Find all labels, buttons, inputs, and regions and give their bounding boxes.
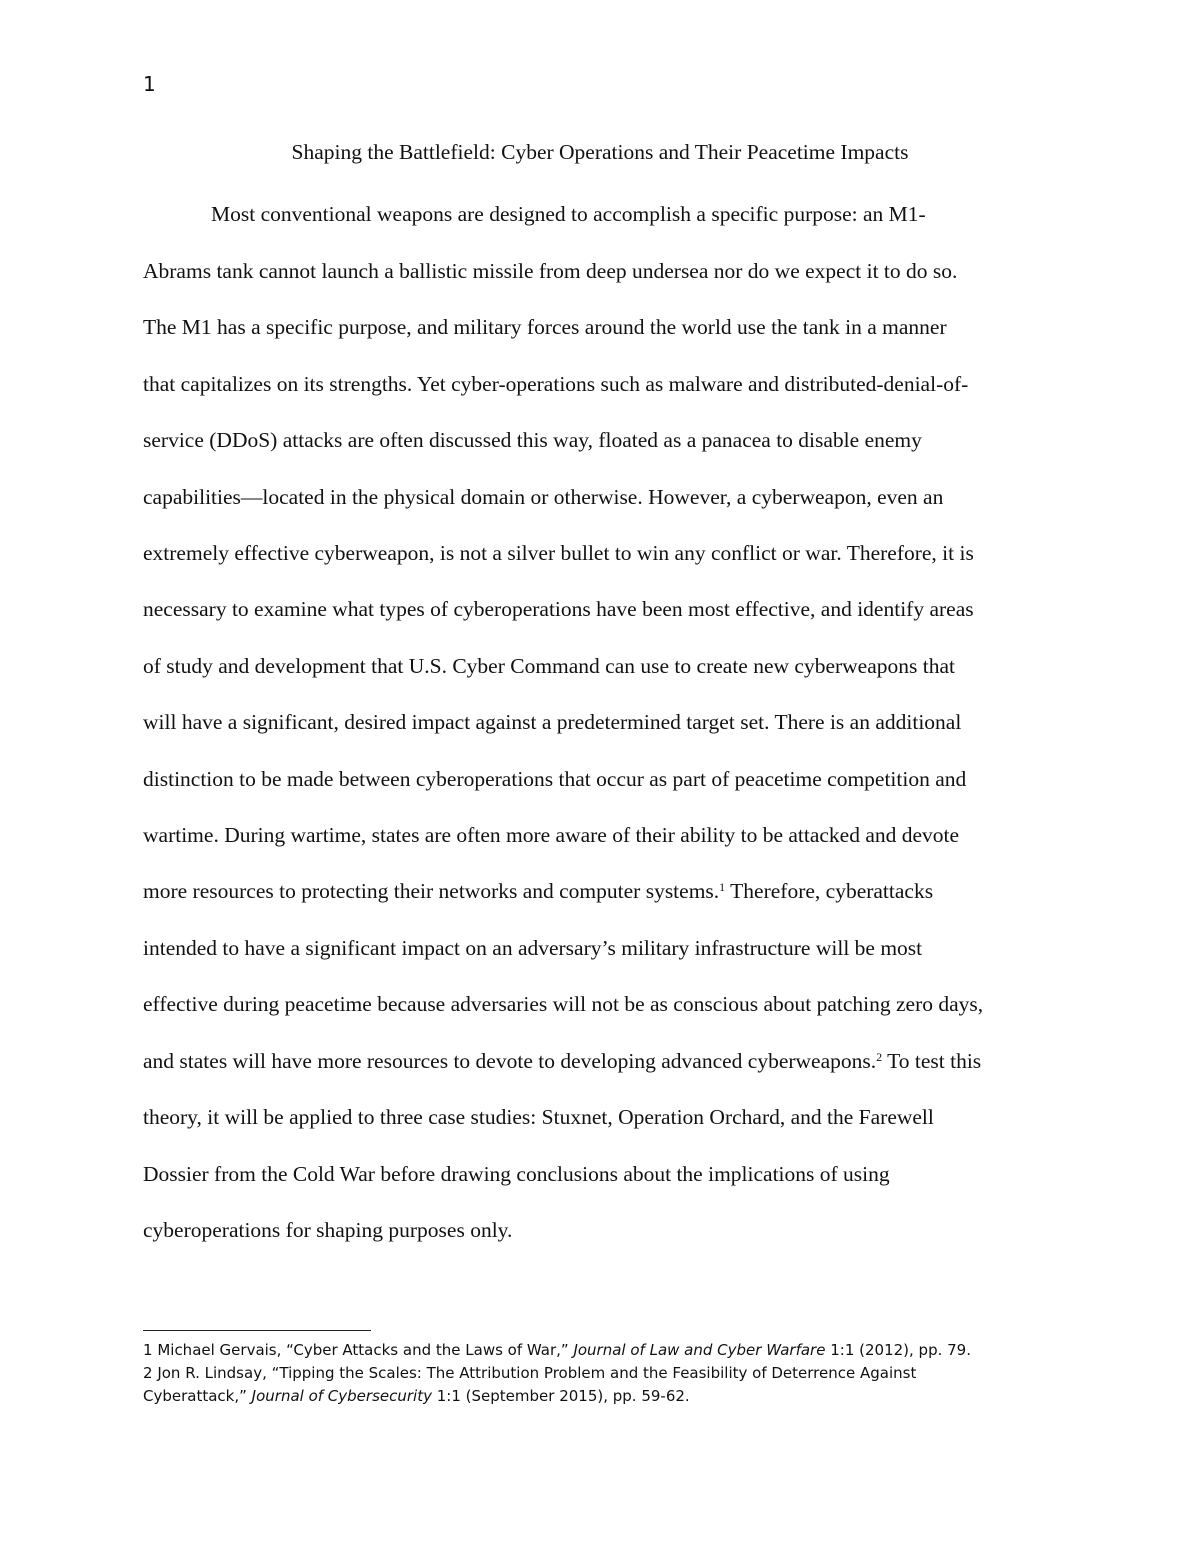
footnote-ref-1[interactable]: 1 [719,880,726,894]
footnote-ref-2[interactable]: 2 [876,1050,883,1064]
footnote-text: Cyberattack,” [143,1387,247,1405]
body-line-text: more resources to protecting their networks and computer systems. [143,879,720,903]
body-line: theory, it will be applied to three case studies: Stuxnet, Operation Orchard, and the Farewell [143,1105,934,1129]
body-line: Abrams tank cannot launch a ballistic missile from deep undersea nor do we expect it to do so. [143,259,958,283]
body-line [143,876,933,909]
footnote-1 [143,1339,971,1361]
footnote-2 [143,1362,916,1384]
body-line-text: and states will have more resources to devote to developing advanced cyberweapons. [143,1049,877,1073]
footnote-text: 1:1 (September 2015), pp. 59-62. [436,1387,690,1405]
footnote-separator [143,1330,371,1331]
body-line: extremely effective cyberweapon, is not a silver bullet to win any conflict or war. Therefore, it is [143,541,974,565]
body-line: intended to have a significant impact on an adversary’s military infrastructure will be most [143,936,923,960]
footnote-journal: Journal of Cybersecurity [251,1387,432,1405]
body-line: Most conventional weapons are designed to accomplish a specific purpose: an M1- [211,202,926,226]
body-line: will have a significant, desired impact against a predetermined target set. There is an additional [143,710,962,734]
footnote-number: 2 [143,1364,153,1382]
body-line: of study and development that U.S. Cyber Command can use to create new cyberweapons that [143,654,955,678]
body-line-text: Therefore, cyberattacks [725,879,934,903]
footnote-journal: Journal of Law and Cyber Warfare [573,1341,826,1359]
body-line [143,1046,981,1079]
body-line: cyberoperations for shaping purposes only. [143,1218,513,1242]
body-line: service (DDoS) attacks are often discussed this way, floated as a panacea to disable enemy [143,428,922,452]
body-line: necessary to examine what types of cyberoperations have been most effective, and identify areas [143,597,974,621]
body-line: distinction to be made between cyberoperations that occur as part of peacetime competition and [143,767,967,791]
footnote-text: 1:1 (2012), pp. 79. [830,1341,971,1359]
document-title: Shaping the Battlefield: Cyber Operations and Their Peacetime Impacts [291,140,909,164]
footnote-text: Michael Gervais, “Cyber Attacks and the Laws of War,” [157,1341,569,1359]
footnote-number: 1 [143,1341,153,1359]
footnote-2-continued [143,1385,690,1407]
body-line: that capitalizes on its strengths. Yet cyber-operations such as malware and distributed-denial-of- [143,372,969,396]
body-line: capabilities—located in the physical domain or otherwise. However, a cyberweapon, even an [143,485,944,509]
body-line: effective during peacetime because adversaries will not be as conscious about patching zero days, [143,992,984,1016]
page-number: 1 [143,72,156,96]
footnote-text: Jon R. Lindsay, “Tipping the Scales: The Attribution Problem and the Feasibility of Deterrence Against [157,1364,917,1382]
body-line: Dossier from the Cold War before drawing conclusions about the implications of using [143,1162,890,1186]
body-line: wartime. During wartime, states are often more aware of their ability to be attacked and devote [143,823,960,847]
body-line: The M1 has a specific purpose, and military forces around the world use the tank in a manner [143,315,947,339]
body-line-text: To test this [882,1049,982,1073]
